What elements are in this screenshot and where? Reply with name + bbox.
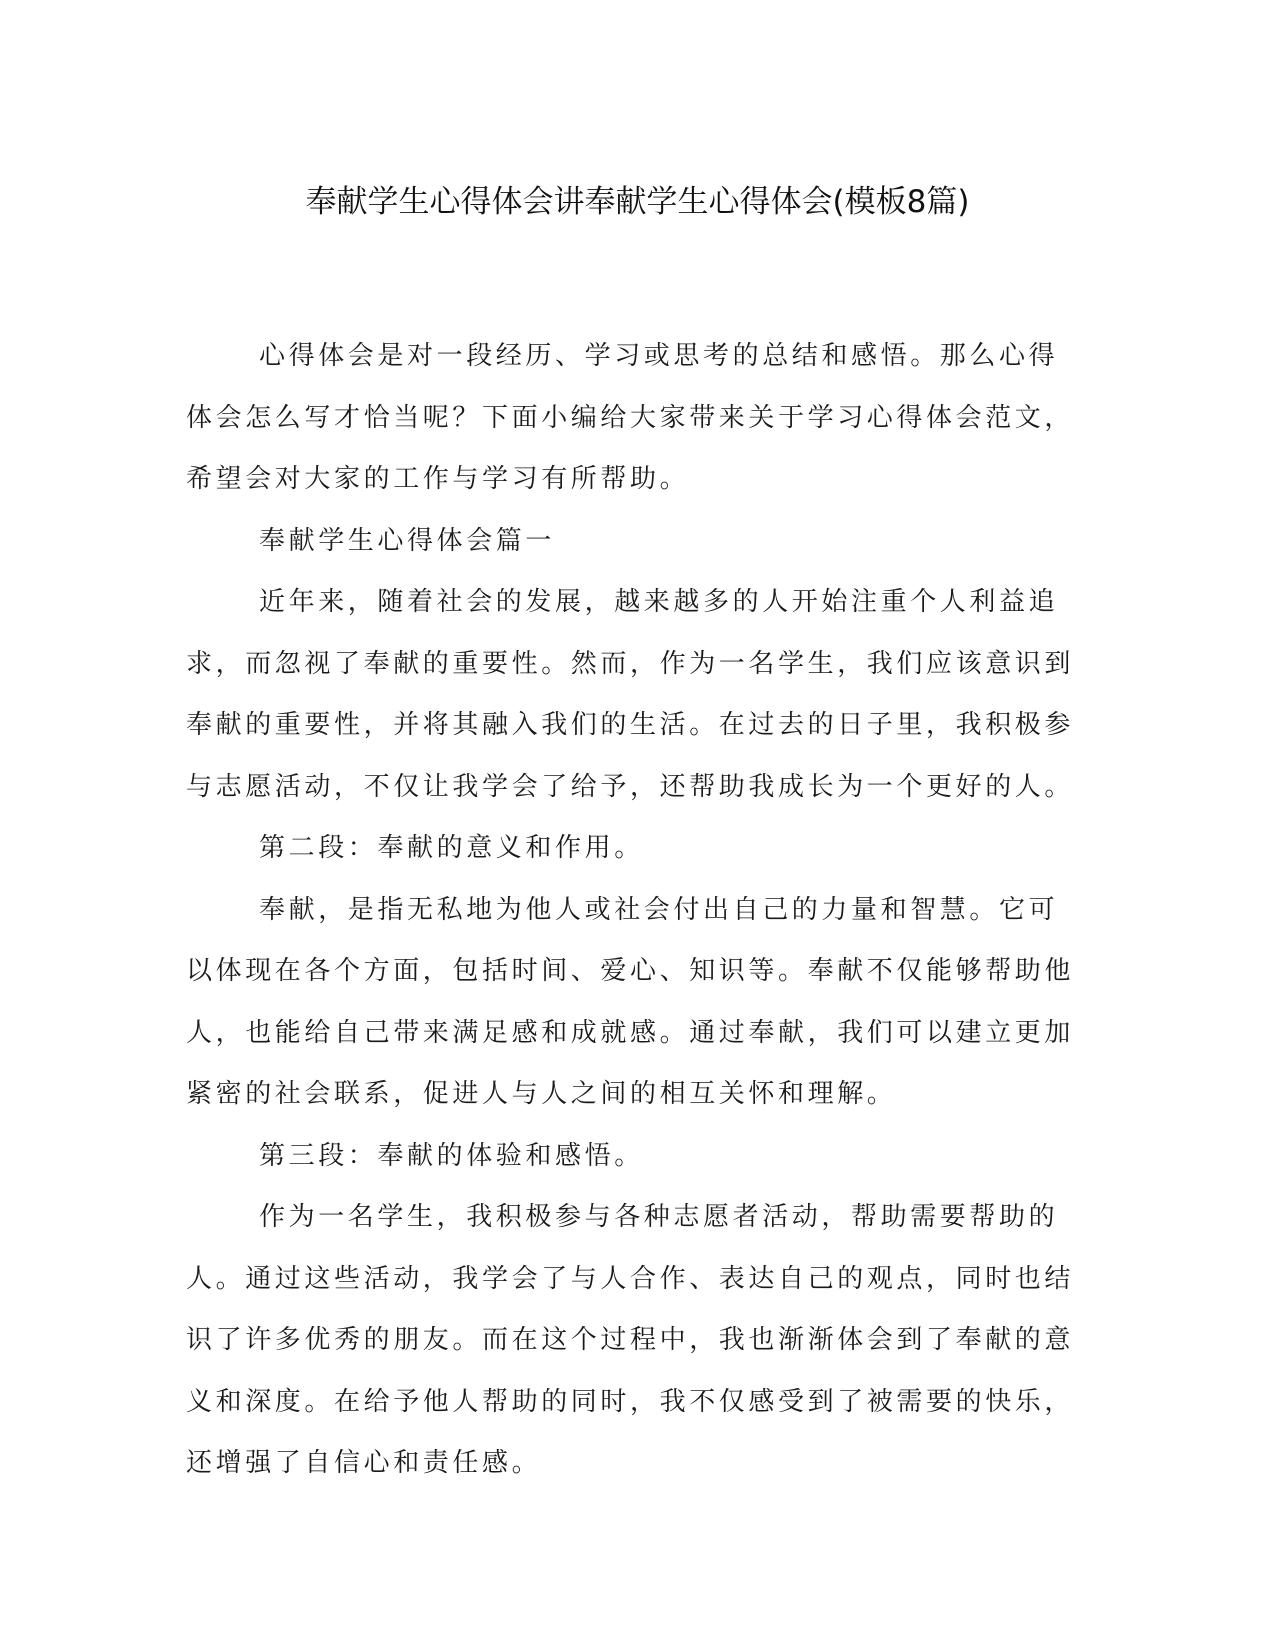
section-heading-paragraph-three: 第三段：奉献的体验和感悟。 <box>259 1140 644 1171</box>
body-paragraph: 奉献，是指无私地为他人或社会付出自己的力量和智慧。它可以体现在各个方面，包括时间、爱心、知识等。奉献不仅能够帮助他人，也能给自己带来满足感和成就感。通过奉献，我们可以建立更加紧密的社会联系，促进人与人之间的相互关怀和理解。 <box>186 894 1075 1109</box>
body-paragraph: 近年来，随着社会的发展，越来越多的人开始注重个人利益追求，而忽视了奉献的重要性。然而，作为一名学生，我们应该意识到奉献的重要性，并将其融入我们的生活。在过去的日子里，我积极参与志愿活动，不仅让我学会了给予，还帮助我成长为一个更好的人。 <box>186 587 1075 802</box>
section-heading-paragraph-two: 第二段：奉献的意义和作用。 <box>259 833 644 863</box>
body-paragraph: 作为一名学生，我积极参与各种志愿者活动，帮助需要帮助的人。通过这些活动，我学会了与人合作、表达自己的观点，同时也结识了许多优秀的朋友。而在这个过程中，我也渐渐体会到了奉献的意义和深度。在给予他人帮助的同时，我不仅感受到了被需要的快乐，还增强了自信心和责任感。 <box>186 1202 1075 1478</box>
document-title: 奉献学生心得体会讲奉献学生心得体会(模板8篇) <box>305 184 970 220</box>
intro-paragraph: 心得体会是对一段经历、学习或思考的总结和感悟。那么心得体会怎么写才恰当呢？下面小编给大家带来关于学习心得体会范文，希望会对大家的工作与学习有所帮助。 <box>186 341 1075 494</box>
document-body <box>186 326 1086 1495</box>
section-heading-part-one: 奉献学生心得体会篇一 <box>259 525 556 556</box>
